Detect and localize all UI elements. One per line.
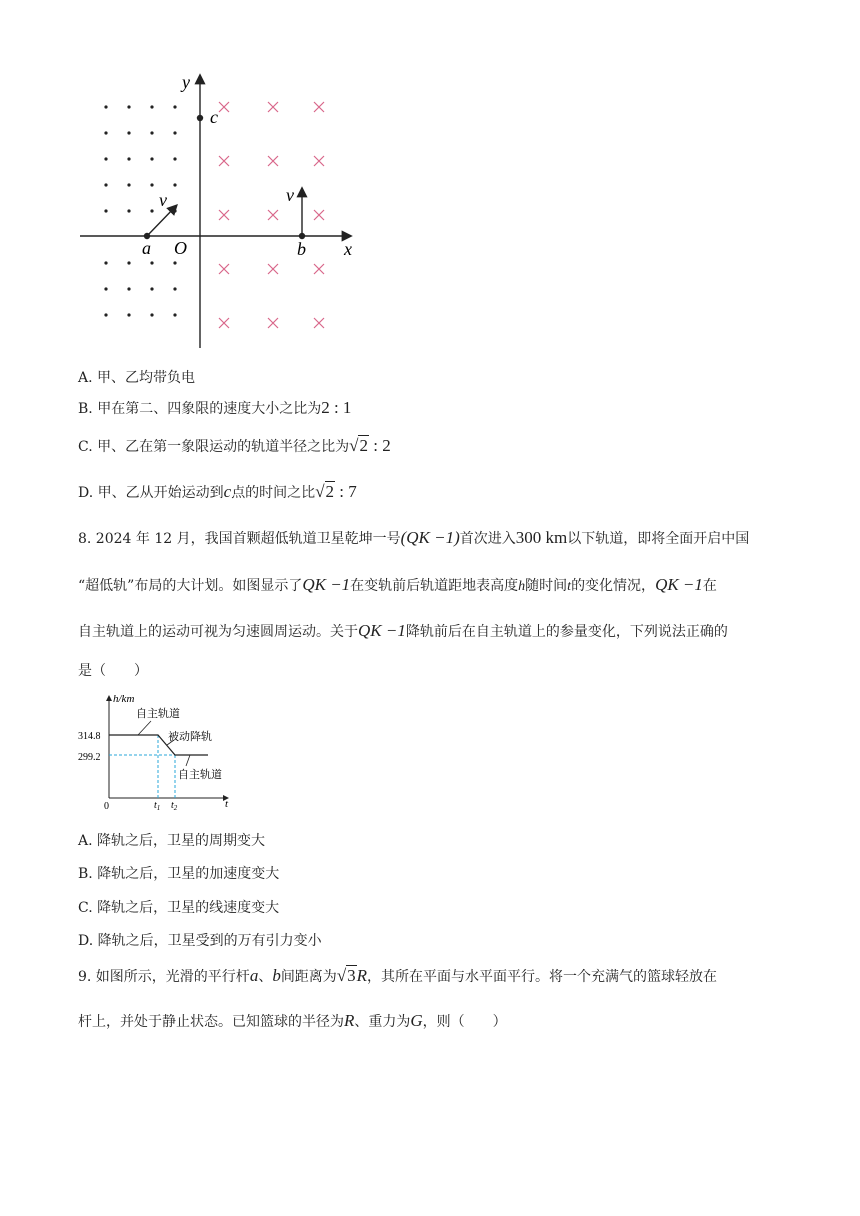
option-label: C. [78,439,93,455]
field-dot [127,157,130,160]
field-dot [104,209,107,212]
field-dot [127,261,130,264]
field-dot [173,313,176,316]
point-var: c [223,482,232,501]
option-label: A. [78,370,93,386]
graph-y-label: h/km [113,693,135,705]
field-dot [150,157,153,160]
field-cross [268,210,278,220]
option-label: D. [78,485,94,501]
field-dot [104,261,107,264]
field-cross [314,264,324,274]
field-cross [219,210,229,220]
magnetic-field-diagram [70,66,370,356]
qk-math: (QK −1) [400,528,460,547]
graph-y-high: 314.8 [78,731,101,742]
field-crosses-into-page [219,102,324,328]
q9-stem-line2: 杆上，并处于静止状态。已知篮球的半径为R、重力为G，则（ ） [78,1011,507,1030]
question-number: 9. [78,969,92,985]
sqrt-expression: √2 [349,436,368,455]
option-text: 甲、乙在第一象限运动的轨道半径之比为 [97,439,350,455]
origin-label: O [174,238,187,258]
field-dot [127,313,130,316]
field-cross [314,318,324,328]
ratio-tail: : 2 [368,436,391,455]
leader-auto2 [186,755,190,766]
field-dot [173,105,176,108]
field-dot [150,183,153,186]
field-cross [268,318,278,328]
q7-option-d [78,482,357,502]
point-b-label: b [297,239,306,259]
altitude-time-graph [78,690,248,814]
sqrt-expression: √3 [336,966,356,985]
velocity-a-label: v [159,190,167,210]
field-dot [127,105,130,108]
field-dot [173,287,176,290]
option-text: 甲、乙从开始运动到 [97,485,224,501]
q8-stem-line2: “超低轨”布局的大计划。如图显示了QK −1在变轨前后轨道距地表高度h随时间t的变化情况，QK −1在 [78,575,717,594]
option-text: 甲在第二、四象限的速度大小之比为 [97,401,322,417]
graph-origin: 0 [104,801,109,812]
field-dot [104,157,107,160]
field-dot [127,209,130,212]
field-cross [314,210,324,220]
field-dot [104,131,107,134]
field-cross [268,264,278,274]
field-dot [104,313,107,316]
field-dot [127,183,130,186]
field-dot [150,105,153,108]
field-dot [150,131,153,134]
option-text: 点的时间之比 [231,485,316,501]
field-dot [150,313,153,316]
graph-t2: $t_2$ [171,800,178,812]
field-dot [150,209,153,212]
field-cross [219,156,229,166]
graph-y-low: 299.2 [78,752,101,763]
ratio-tail: : 7 [335,482,357,501]
point-c-label: c [210,107,218,127]
q8-stem-line1: 8. 2024 年 12 月，我国首颗超低轨道卫星乾坤一号(QK −1)首次进入300 km以下轨道，即将全面开启中国 [78,528,750,547]
field-cross [219,264,229,274]
field-cross [268,156,278,166]
q9-stem-line1: 9. 如图所示，光滑的平行杆a、b间距离为√3R，其所在平面与水平面平行。将一个充满气的篮球轻放在 [78,966,718,985]
label-auto-orbit-1: 自主轨道 [136,708,180,720]
field-cross [219,318,229,328]
q7-option-a [78,367,195,387]
y-axis-label: y [182,72,190,92]
field-dot [173,183,176,186]
field-dot [173,209,176,212]
field-cross [314,102,324,112]
field-dot [150,261,153,264]
field-cross [268,102,278,112]
distance-math: 300 km [515,528,568,547]
question-number: 8. [78,531,92,547]
field-dot [173,157,176,160]
q8-stem-line4: 是（ ） [78,663,148,679]
q8-option-a: A. 降轨之后，卫星的周期变大 [78,833,266,849]
field-dot [104,183,107,186]
q8-option-c: C. 降轨之后，卫星的线速度变大 [78,900,280,916]
field-cross [314,156,324,166]
field-dot [127,131,130,134]
q7-option-b [78,398,351,418]
ratio-math: 2 : 1 [321,398,352,417]
sqrt-expression: √2 [315,482,335,501]
field-dot [173,261,176,264]
qk-math: QK −1 [302,575,351,594]
field-dot [150,287,153,290]
velocity-b-label: v [286,185,294,205]
point-c [197,115,203,121]
field-dot [104,287,107,290]
q8-stem-line3: 自主轨道上的运动可视为匀速圆周运动。关于QK −1降轨前后在自主轨道上的参量变化，下列说法正确的 [78,621,728,640]
x-axis-label: x [344,239,352,259]
q8-option-b: B. 降轨之后，卫星的加速度变大 [78,866,280,882]
option-text: 甲、乙均带负电 [97,370,196,386]
q7-option-c [78,436,391,456]
field-dot [104,105,107,108]
leader-auto1 [138,721,151,735]
q8-option-d: D. 降轨之后，卫星受到的万有引力变小 [78,933,322,949]
option-label: B. [78,401,93,417]
field-dot [127,287,130,290]
field-cross [219,102,229,112]
graph-t1: $t_1$ [154,800,161,812]
label-auto-orbit-2: 自主轨道 [178,769,222,781]
field-dot [173,131,176,134]
graph-x-label: t [225,798,229,810]
field-dots-out-of-page [104,105,176,316]
label-passive-descent: 被动降轨 [168,731,212,743]
point-a-label: a [142,238,151,258]
